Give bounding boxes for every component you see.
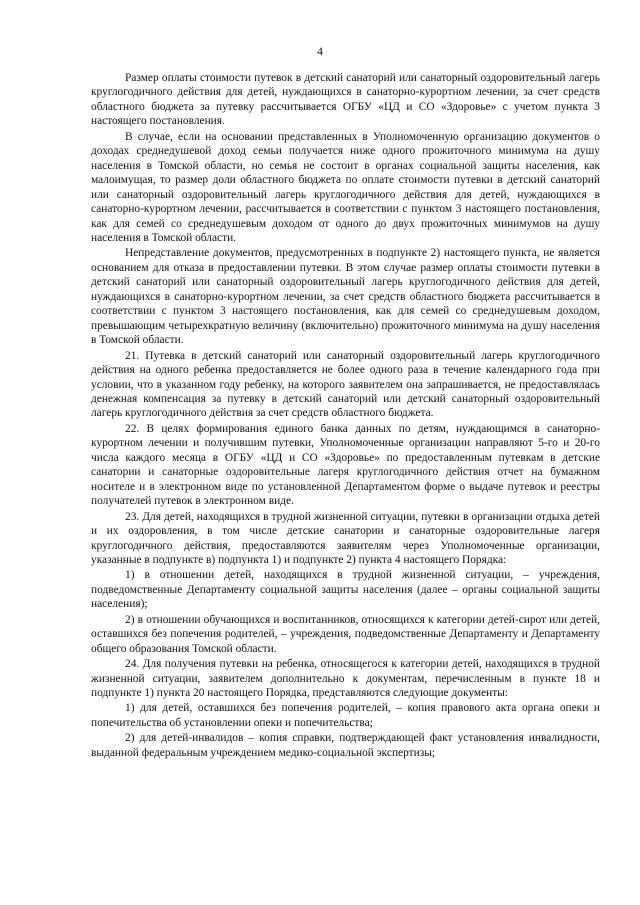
paragraph-item-23-sub-1: 1) в отношении детей, находящихся в трудной жизненной ситуации, – учреждения, подведомственные Департаменту социальной защиты населения (далее – органы социальной защиты населения); bbox=[91, 569, 600, 611]
paragraph-item-22: 22. В целях формирования единого банка данных по детям, нуждающимся в санаторно-курортном лечении и получившим путевки, Уполномоченные организации направляют 5-го и 20-го числа каждого месяца в ОГБУ «ЦД и СО «Здоровье» по предоставленным путевкам в детские санатории и санаторные оздоровительные лагеря круглогодичного действия отчет на бумажном носителе и в электронном виде по установленной Департаментом форме о выдаче путевок и реестры получателей путевок в электронном виде. bbox=[91, 422, 600, 508]
paragraph-item-23-sub-2: 2) в отношении обучающихся и воспитанников, относящихся к категории детей-сирот или детей, оставшихся без попечения родителей, – учреждения, подведомственные Департаменту и Департаменту общего образования Томской области. bbox=[91, 613, 600, 655]
paragraph-item-21: 21. Путевка в детский санаторий или санаторный оздоровительный лагерь круглогодичного действия на одного ребенка предоставляется не более одного раза в течение календарного года при условии, что в указанном году ребенку, на которого заявителем она запрашивается, не предоставлялась денежная компенсация за путевку в детский санаторий или детский санаторный оздоровительный лагерь круглогодичного действия за счет средств областного бюджета. bbox=[91, 349, 600, 420]
paragraph-non-submission: Непредставление документов, предусмотренных в подпункте 2) настоящего пункта, не является основанием для отказа в предоставлении путевки. В этом случае размер оплаты стоимости путевки в детский санаторий или санаторный оздоровительный лагерь круглогодичного действия для детей, нуждающихся в санаторно-курортном лечении, за счет средств областного бюджета рассчитывается в соответствии с пунктом 3 настоящего постановления, как для семей со среднедушевым доходом, превышающим четырехкратную величину (включительно) прожиточного минимума на душу населения в Томской области. bbox=[91, 247, 600, 347]
paragraph-low-income-case: В случае, если на основании представленных в Уполномоченную организацию документов о доходах среднедушевой доход семьи получается ниже одного прожиточного минимума на душу населения в Томской области, но семья не состоит в органах социальной защиты населения, как малоимущая, то размер доли областного бюджета по оплате стоимости путевки в детский санаторий или санаторный оздоровительный лагерь круглогодичного действия для детей, нуждающихся в санаторно-курортном лечении, рассчитывается в соответствии с пунктом 3 настоящего постановления, как для семей со среднедушевым доходом от одного до двух прожиточных минимумов на душу населения в Томской области. bbox=[91, 130, 600, 244]
document-body bbox=[91, 71, 600, 761]
paragraph-item-23: 23. Для детей, находящихся в трудной жизненной ситуации, путевки в организации отдыха детей и их оздоровления, в том числе детские санатории и санаторные оздоровительные лагеря круглогодичного действия, предоставляются заявителям через Уполномоченные организации, указанные в подпункте в) подпункта 1) и подпункте 2) пункта 4 настоящего Порядка: bbox=[91, 510, 600, 566]
paragraph-payment-size: Размер оплаты стоимости путевок в детский санаторий или санаторный оздоровительный лагерь круглогодичного действия для детей, нуждающихся в санаторно-курортном лечении, за счет средств областного бюджета за путевку рассчитывается ОГБУ «ЦД и СО «Здоровье» с учетом пункта 3 настоящего постановления. bbox=[91, 72, 600, 128]
paragraph-item-24-sub-1: 1) для детей, оставшихся без попечения родителей, – копия правового акта органа опеки и попечительства об установлении опеки и попечительства; bbox=[91, 702, 600, 729]
paragraph-item-24-sub-2: 2) для детей-инвалидов – копия справки, подтверждающей факт установления инвалидности, выданной федеральным учреждением медико-социальной экспертизы; bbox=[91, 732, 600, 759]
paragraph-item-24: 24. Для получения путевки на ребенка, относящегося к категории детей, находящихся в трудной жизненной ситуации, заявителем дополнительно к документам, перечисленным в пункте 18 и подпункте 1) пункта 20 настоящего Порядка, представляются следующие документы: bbox=[91, 658, 600, 700]
page-number: 4 bbox=[317, 44, 323, 58]
